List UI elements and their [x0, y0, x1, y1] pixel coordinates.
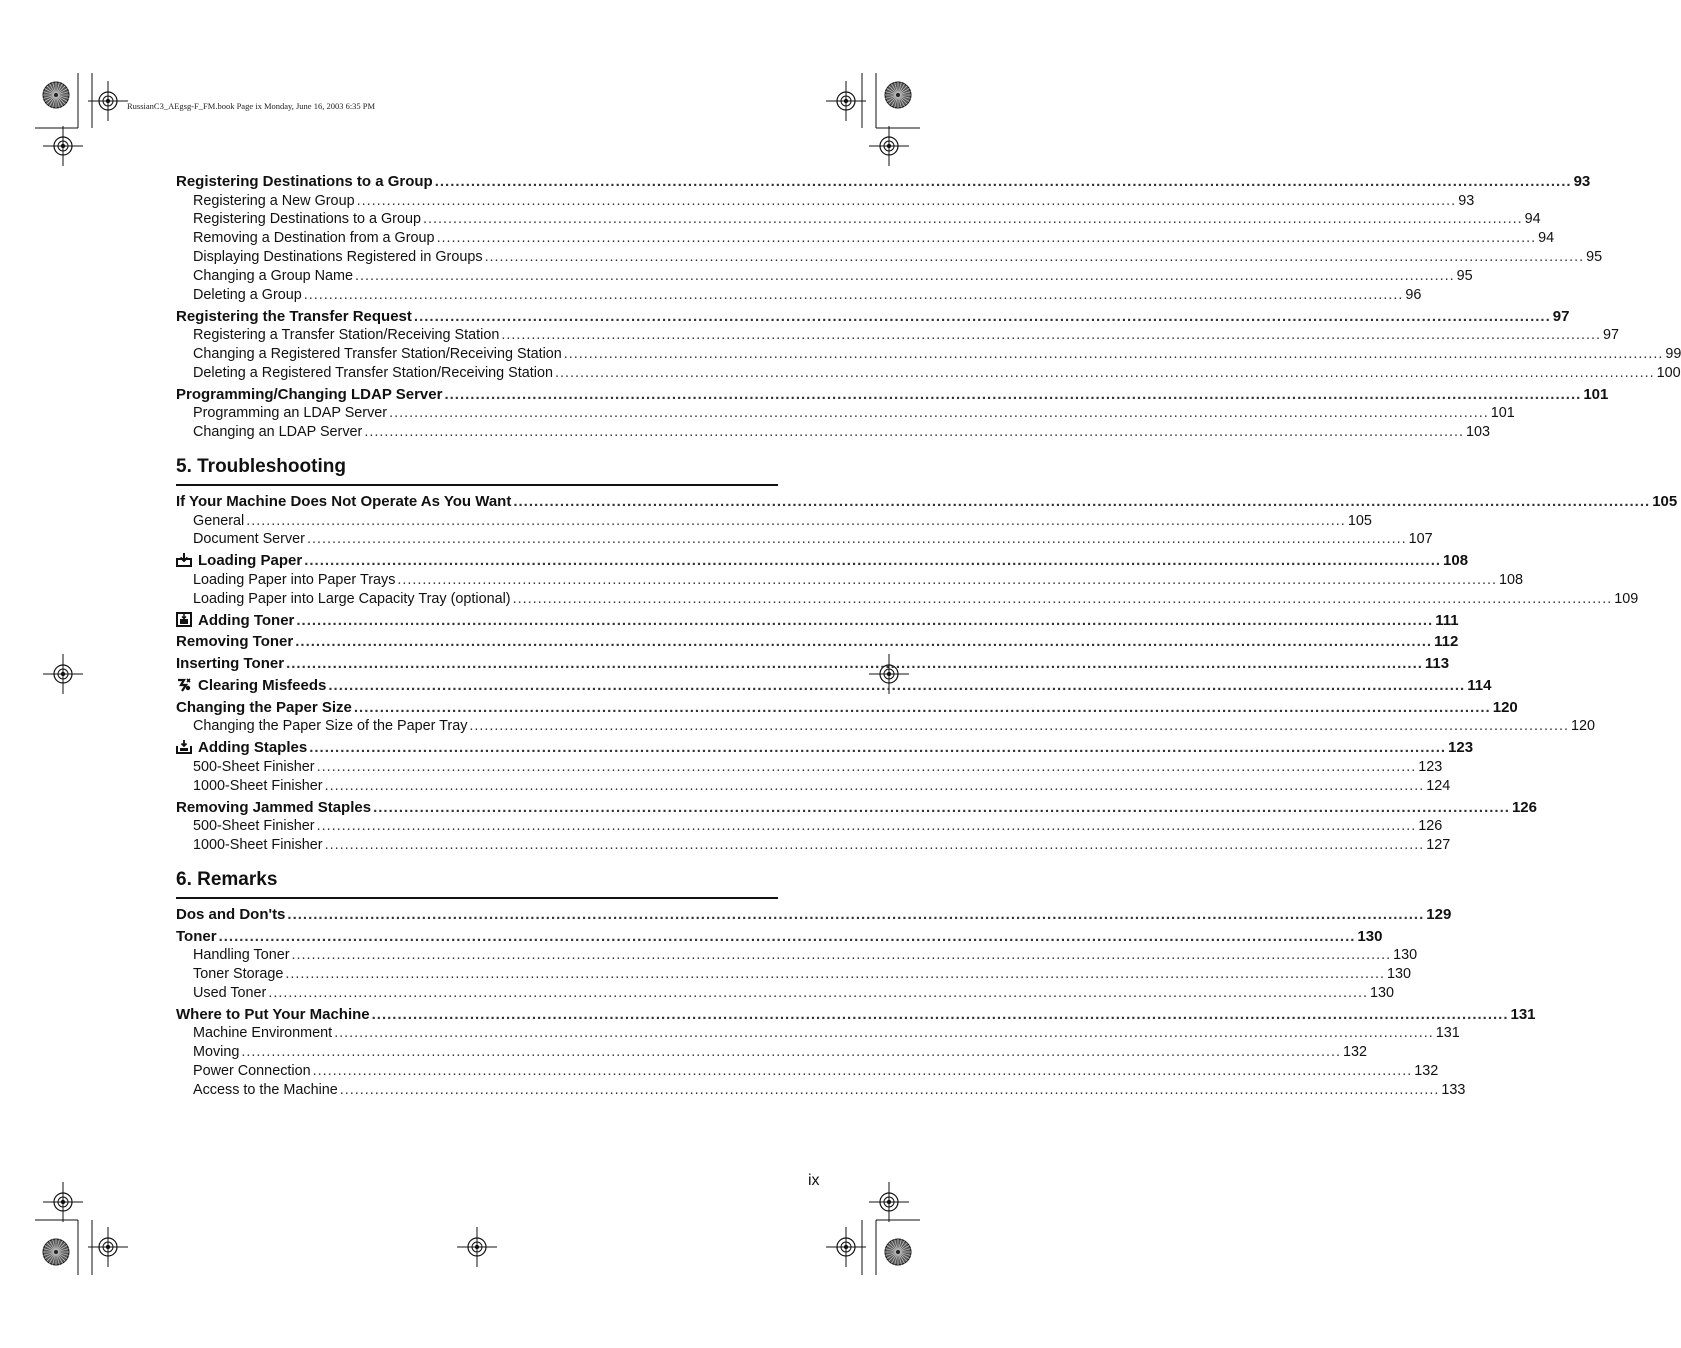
entry-title: [176, 655, 284, 674]
dot-leader: ............................................................................................................................................................................................................................: [397, 571, 1498, 588]
color-target-mark: [885, 1239, 911, 1265]
dot-leader: ............................................................................................................................................................................................................................: [316, 758, 1417, 775]
misfeed-icon: [176, 677, 192, 692]
entry-title: [193, 248, 483, 267]
toc-subentry[interactable]: [176, 965, 1412, 984]
registration-mark: [869, 126, 909, 166]
entry-text: Programming an LDAP Server: [193, 405, 388, 422]
toc-entry[interactable]: [176, 927, 1383, 947]
entry-page-number: 93: [1458, 192, 1475, 209]
entry-page-number: 124: [1426, 777, 1451, 794]
registration-mark: [43, 654, 83, 694]
registration-mark: [457, 1227, 497, 1267]
dot-leader: ............................................................................................................................................................................................................................: [422, 211, 1523, 228]
chapter-title: 6. Remarks: [176, 867, 778, 899]
entry-text: 1000-Sheet Finisher: [193, 777, 323, 794]
entry-text: 500-Sheet Finisher: [193, 818, 315, 835]
entry-page-number: 103: [1465, 424, 1490, 441]
toc-subentry[interactable]: [176, 512, 1372, 531]
entry-page-number: 129: [1426, 905, 1452, 923]
toc-entry[interactable]: [176, 173, 1591, 192]
registration-mark: [826, 1227, 866, 1267]
entry-text: 1000-Sheet Finisher: [193, 837, 323, 854]
entry-text: Adding Staples: [198, 739, 308, 757]
entry-page-number: 131: [1435, 1025, 1460, 1042]
chapter-heading: [176, 454, 778, 486]
entry-text: Deleting a Group: [193, 286, 302, 303]
dot-leader: ............................................................................................................................................................................................................................: [306, 531, 1407, 548]
dot-leader: ............................................................................................................................................................................................................................: [339, 1081, 1440, 1098]
toc-subentry[interactable]: [176, 1024, 1460, 1043]
toc-subentry[interactable]: [176, 1043, 1368, 1062]
dot-leader: ............................................................................................................................................................................................................................: [389, 405, 1489, 422]
dot-leader: ............................................................................................................................................................................................................................: [512, 590, 1613, 607]
toc-subentry[interactable]: [176, 1081, 1466, 1100]
toc-subentry[interactable]: [176, 210, 1541, 229]
toc-entry[interactable]: [176, 492, 1678, 512]
entry-page-number: 95: [1586, 248, 1603, 265]
toc-subentry[interactable]: [176, 530, 1433, 549]
toc-entry[interactable]: [176, 655, 1450, 674]
entry-text: Dos and Don'ts: [176, 905, 286, 923]
entry-page-number: 132: [1414, 1063, 1439, 1080]
dot-leader: ............................................................................................................................................................................................................................: [268, 984, 1368, 1001]
toc-subentry[interactable]: [176, 286, 1422, 305]
chapter-title: 5. Troubleshooting: [176, 454, 778, 486]
entry-page-number: 105: [1652, 492, 1678, 510]
print-file-info: RussianC3_AEgsg-F_FM.book Page ix Monday, June 16, 2003 6:35 PM: [127, 101, 376, 111]
entry-text: Access to the Machine: [193, 1081, 338, 1098]
toc-subentry[interactable]: [176, 571, 1524, 590]
entry-text: Registering Destinations to a Group: [193, 211, 421, 228]
entry-title: [176, 552, 302, 571]
dot-leader: ............................................................................................................................................................................................................................: [364, 424, 1464, 441]
dot-leader: ............................................................................................................................................................................................................................: [286, 655, 1423, 673]
dot-leader: ............................................................................................................................................................................................................................: [324, 777, 1425, 794]
entry-title: [193, 817, 315, 836]
entry-text: Loading Paper into Paper Trays: [193, 571, 396, 588]
dot-leader: ............................................................................................................................................................................................................................: [241, 1044, 1341, 1061]
entry-text: If Your Machine Does Not Operate As You Want: [176, 492, 512, 510]
entry-text: Machine Environment: [193, 1025, 333, 1042]
add-staples-icon: [176, 739, 192, 754]
entry-page-number: 107: [1408, 531, 1433, 548]
entry-title: [176, 633, 293, 652]
entry-title: [193, 267, 353, 286]
entry-text: Toner: [176, 927, 217, 945]
toc-entry[interactable]: [176, 633, 1459, 652]
toc-subentry[interactable]: [176, 817, 1443, 836]
entry-page-number: 112: [1434, 633, 1459, 651]
dot-leader: ............................................................................................................................................................................................................................: [413, 307, 1551, 325]
entry-text: Power Connection: [193, 1063, 311, 1080]
entry-page-number: 94: [1538, 230, 1555, 247]
entry-text: Registering Destinations to a Group: [176, 173, 433, 190]
entry-text: Changing the Paper Size of the Paper Tray: [193, 718, 468, 735]
entry-text: Changing a Registered Transfer Station/Receiving Station: [193, 345, 562, 362]
dot-leader: ............................................................................................................................................................................................................................: [316, 818, 1417, 835]
entry-page-number: 109: [1614, 590, 1639, 607]
entry-title: [193, 1043, 239, 1062]
toc-subentry[interactable]: [176, 590, 1639, 609]
toc-section: [176, 867, 1536, 1100]
entry-page-number: 94: [1524, 211, 1541, 228]
dot-leader: ............................................................................................................................................................................................................................: [513, 492, 1651, 510]
dot-leader: ............................................................................................................................................................................................................................: [484, 248, 1585, 265]
toc-entry[interactable]: [176, 385, 1609, 405]
entry-page-number: 126: [1418, 818, 1443, 835]
entry-text: Handling Toner: [193, 947, 290, 964]
entry-page-number: 97: [1602, 327, 1619, 344]
toc-subentry[interactable]: [176, 404, 1515, 423]
dot-leader: ............................................................................................................................................................................................................................: [554, 364, 1655, 381]
entry-text: Changing the Paper Size: [176, 698, 352, 716]
entry-title: [193, 777, 323, 796]
entry-title: [176, 386, 442, 405]
dot-leader: ............................................................................................................................................................................................................................: [469, 718, 1570, 735]
entry-text: Deleting a Registered Transfer Station/Receiving Station: [193, 364, 553, 381]
entry-title: [193, 1062, 311, 1081]
dot-leader: ............................................................................................................................................................................................................................: [303, 286, 1404, 303]
entry-text: Removing Jammed Staples: [176, 798, 372, 816]
toc-entry[interactable]: [176, 1005, 1536, 1025]
toc-subentry[interactable]: [176, 777, 1451, 796]
entry-text: Document Server: [193, 531, 305, 548]
entry-page-number: 99: [1665, 345, 1681, 362]
entry-text: 500-Sheet Finisher: [193, 758, 315, 775]
dot-leader: ............................................................................................................................................................................................................................: [304, 552, 1442, 570]
entry-title: [176, 1006, 370, 1025]
dot-leader: ............................................................................................................................................................................................................................: [444, 385, 1582, 403]
entry-text: Displaying Destinations Registered in Groups: [193, 248, 483, 265]
toc-entry[interactable]: [176, 611, 1459, 631]
entry-title: [193, 404, 387, 423]
dot-leader: ............................................................................................................................................................................................................................: [309, 739, 1447, 757]
entry-page-number: 123: [1418, 758, 1443, 775]
toc-entry[interactable]: [176, 798, 1537, 818]
entry-title: [193, 758, 315, 777]
dot-leader: ............................................................................................................................................................................................................................: [285, 966, 1386, 983]
entry-title: [193, 946, 290, 965]
entry-title: [176, 493, 511, 512]
toc-entry[interactable]: [176, 307, 1570, 327]
entry-text: Moving: [193, 1044, 240, 1061]
load-paper-icon: [176, 552, 192, 567]
entry-text: Changing an LDAP Server: [193, 424, 363, 441]
entry-title: [193, 326, 499, 345]
entry-title: [176, 173, 433, 192]
entry-title: [176, 612, 294, 631]
dot-leader: ............................................................................................................................................................................................................................: [356, 192, 1457, 209]
entry-page-number: 114: [1467, 677, 1492, 695]
dot-leader: ............................................................................................................................................................................................................................: [312, 1063, 1413, 1080]
entry-title: [193, 345, 562, 364]
entry-text: Loading Paper: [198, 552, 303, 570]
entry-title: [193, 229, 435, 248]
entry-page-number: 105: [1347, 512, 1372, 529]
entry-page-number: 132: [1343, 1044, 1368, 1061]
toc-subentry[interactable]: [176, 1062, 1439, 1081]
registration-mark: [88, 1227, 128, 1267]
entry-text: Removing Toner: [176, 633, 294, 651]
dot-leader: ............................................................................................................................................................................................................................: [295, 633, 1433, 651]
entry-page-number: 95: [1456, 267, 1473, 284]
table-of-contents: [176, 172, 1681, 1100]
toc-subentry[interactable]: [176, 984, 1394, 1003]
entry-title: [193, 590, 511, 609]
dot-leader: ............................................................................................................................................................................................................................: [434, 173, 1572, 190]
registration-mark: [88, 81, 128, 121]
entry-title: [193, 836, 323, 855]
entry-page-number: 133: [1441, 1081, 1466, 1098]
registration-mark: [869, 1182, 909, 1222]
entry-title: [176, 906, 285, 925]
dot-leader: ............................................................................................................................................................................................................................: [246, 512, 1346, 529]
toc-subentry[interactable]: [176, 758, 1443, 777]
entry-page-number: 127: [1426, 837, 1451, 854]
toc-subentry[interactable]: [176, 345, 1681, 364]
entry-title: [193, 717, 467, 736]
entry-text: Changing a Group Name: [193, 267, 353, 284]
entry-page-number: 130: [1387, 966, 1412, 983]
entry-page-number: 97: [1552, 307, 1570, 325]
toc-subentry[interactable]: [176, 836, 1451, 855]
color-target-mark: [43, 82, 69, 108]
entry-text: Registering a Transfer Station/Receiving Station: [193, 327, 500, 344]
registration-mark: [43, 126, 83, 166]
dot-leader: ............................................................................................................................................................................................................................: [373, 798, 1510, 816]
toc-section: [176, 173, 1681, 442]
entry-text: General: [193, 512, 245, 529]
entry-title: [193, 512, 244, 531]
entry-page-number: 131: [1510, 1005, 1536, 1023]
toc-subentry[interactable]: [176, 717, 1596, 736]
dot-leader: ............................................................................................................................................................................................................................: [296, 611, 1434, 629]
toc-entry[interactable]: [176, 698, 1518, 718]
dot-leader: ............................................................................................................................................................................................................................: [218, 927, 1356, 945]
entry-title: [193, 210, 421, 229]
dot-leader: ............................................................................................................................................................................................................................: [291, 947, 1392, 964]
entry-text: Adding Toner: [198, 611, 295, 629]
entry-text: Clearing Misfeeds: [198, 677, 327, 695]
entry-page-number: 126: [1511, 798, 1537, 816]
entry-page-number: 100: [1656, 364, 1681, 381]
entry-text: Removing a Destination from a Group: [193, 230, 435, 247]
entry-page-number: 120: [1571, 718, 1596, 735]
entry-text: Registering the Transfer Request: [176, 307, 412, 325]
toc-section: [176, 454, 1678, 855]
dot-leader: ............................................................................................................................................................................................................................: [353, 698, 1491, 716]
toc-subentry[interactable]: [176, 364, 1681, 383]
dot-leader: ............................................................................................................................................................................................................................: [563, 345, 1664, 362]
toc-entry[interactable]: [176, 739, 1474, 758]
toc-subentry[interactable]: [176, 267, 1473, 286]
entry-page-number: 123: [1448, 739, 1474, 757]
dot-leader: ............................................................................................................................................................................................................................: [436, 230, 1537, 247]
entry-title: [176, 308, 412, 327]
entry-title: [193, 423, 362, 442]
toc-subentry[interactable]: [176, 229, 1555, 248]
toc-subentry[interactable]: [176, 248, 1603, 267]
entry-title: [193, 530, 305, 549]
toc-entry[interactable]: [176, 677, 1492, 696]
entry-page-number: 130: [1357, 927, 1383, 945]
entry-title: [193, 1081, 338, 1100]
entry-title: [176, 699, 352, 718]
dot-leader: ............................................................................................................................................................................................................................: [334, 1025, 1434, 1042]
entry-title: [176, 799, 371, 818]
entry-text: Inserting Toner: [176, 655, 285, 673]
dot-leader: ............................................................................................................................................................................................................................: [355, 267, 1455, 284]
entry-page-number: 111: [1435, 611, 1459, 629]
entry-page-number: 120: [1492, 698, 1518, 716]
color-target-mark: [885, 82, 911, 108]
entry-page-number: 130: [1369, 984, 1394, 1001]
entry-text: Toner Storage: [193, 966, 284, 983]
entry-page-number: 96: [1405, 286, 1422, 303]
entry-text: Used Toner: [193, 984, 267, 1001]
entry-text: Programming/Changing LDAP Server: [176, 385, 443, 403]
entry-title: [193, 192, 355, 211]
toc-subentry[interactable]: [176, 946, 1418, 965]
entry-title: [176, 677, 326, 696]
toc-subentry[interactable]: [176, 423, 1490, 442]
dot-leader: ............................................................................................................................................................................................................................: [287, 905, 1425, 923]
entry-text: Where to Put Your Machine: [176, 1005, 370, 1023]
entry-title: [193, 984, 266, 1003]
entry-page-number: 108: [1443, 552, 1469, 570]
entry-page-number: 108: [1499, 571, 1524, 588]
dot-leader: ............................................................................................................................................................................................................................: [501, 327, 1601, 344]
registration-mark: [826, 81, 866, 121]
dot-leader: ............................................................................................................................................................................................................................: [324, 837, 1425, 854]
chapter-heading: [176, 867, 778, 899]
entry-page-number: 101: [1490, 405, 1515, 422]
entry-text: Registering a New Group: [193, 192, 355, 209]
entry-page-number: 113: [1424, 655, 1450, 673]
entry-title: [193, 364, 553, 383]
color-target-mark: [43, 1239, 69, 1265]
entry-title: [193, 965, 283, 984]
toc-subentry[interactable]: [176, 326, 1619, 345]
add-toner-icon: [176, 612, 192, 627]
toc-entry[interactable]: [176, 905, 1452, 925]
registration-mark: [43, 1182, 83, 1222]
toc-subentry[interactable]: [176, 192, 1475, 211]
entry-title: [193, 571, 395, 590]
entry-page-number: 130: [1393, 947, 1418, 964]
dot-leader: ............................................................................................................................................................................................................................: [328, 677, 1466, 695]
page-number: ix: [808, 1172, 820, 1189]
entry-text: Loading Paper into Large Capacity Tray (optional): [193, 590, 511, 607]
dot-leader: ............................................................................................................................................................................................................................: [371, 1005, 1509, 1023]
toc-entry[interactable]: [176, 552, 1469, 571]
entry-title: [193, 286, 302, 305]
entry-page-number: 93: [1573, 173, 1591, 190]
entry-title: [176, 928, 217, 947]
entry-page-number: 101: [1583, 385, 1609, 403]
entry-title: [176, 739, 307, 758]
entry-title: [193, 1024, 332, 1043]
